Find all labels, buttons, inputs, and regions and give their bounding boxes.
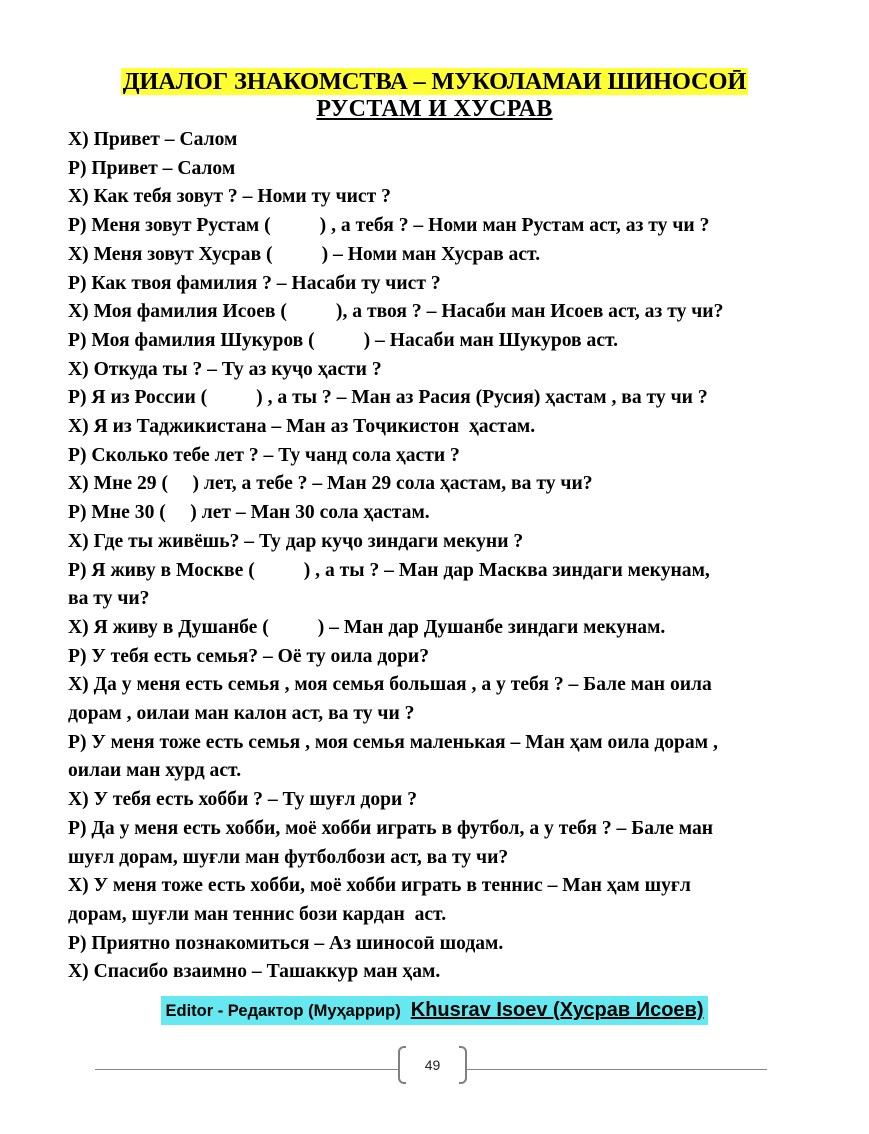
dialog-line: Х) Откуда ты ? – Ту аз куҷо ҳасти ? (68, 358, 382, 380)
dialog-line: Х) Я живу в Душанбе ( ) – Ман дар Душанбе зиндаги мекунам. (68, 616, 666, 638)
page-footer (95, 1046, 767, 1086)
editor-name: Khusrav Isoev (Хусрав Исоев) (410, 999, 704, 1021)
dialog-line: Р) Я из России ( ) , а ты ? – Ман аз Расия (Русия) ҳастам , ва ту чи ? (68, 387, 708, 409)
dialog-line: Х) Моя фамилия Исоев ( ), а твоя ? – Насаби ман Исоев аст, аз ту чи? (68, 301, 724, 323)
dialog-line: Х) Привет – Салом (68, 129, 238, 150)
dialog-line: Х) У меня тоже есть хобби, моё хобби играть в теннис – Ман ҳам шуғл (68, 875, 691, 897)
editor-credit (0, 996, 869, 1025)
dialog-line: Р) Приятно познакомиться – Аз шиносоӣ шодам. (68, 932, 504, 954)
dialog-line: Р) Как твоя фамилия ? – Насаби ту чист ? (68, 272, 441, 294)
dialog-line: Р) Да у меня есть хобби, моё хобби играть в футбол, а у тебя ? – Бале ман (68, 817, 714, 839)
page-number: 49 (424, 1057, 441, 1073)
page-title (0, 60, 869, 97)
dialog-line: Х) У тебя есть хобби ? – Ту шуғл дори ? (68, 789, 418, 811)
dialog-list (68, 126, 808, 987)
dialog-line: Р) Сколько тебе лет ? – Ту чанд сола ҳасти ? (68, 444, 460, 466)
dialog-line: оилаи ман хурд аст. (68, 760, 242, 782)
dialog-line: Х) Да у меня есть семья , моя семья большая , а у тебя ? – Бале ман оила (68, 674, 712, 696)
dialog-line: дорам , оилаи ман калон аст, ва ту чи ? (68, 703, 415, 725)
dialog-line: Р) Меня зовут Рустам ( ) , а тебя ? – Номи ман Рустам аст, аз ту чи ? (68, 215, 710, 237)
editor-label: Editor - Редактор (Муҳаррир) (165, 1002, 401, 1020)
dialog-line: Р) У тебя есть семья? – Оё ту оила дори? (68, 645, 430, 667)
dialog-line: Р) Моя фамилия Шукуров ( ) – Насаби ман Шукуров аст. (68, 329, 619, 351)
dialog-line: Х) Меня зовут Хусрав ( ) – Номи ман Хусрав аст. (68, 243, 541, 265)
dialog-line: ва ту чи? (68, 588, 150, 610)
dialog-line: Р) Мне 30 ( ) лет – Ман 30 сола ҳастам. (68, 502, 430, 524)
dialog-line: шуғл дорам, шуғли ман футболбози аст, ва ту чи? (68, 846, 509, 868)
footer-rule-right (467, 1069, 767, 1070)
dialog-line: Р) Привет – Салом (68, 157, 236, 179)
dialog-line: Х) Как тебя зовут ? – Номи ту чист ? (68, 186, 391, 208)
dialog-line: Х) Мне 29 ( ) лет, а тебе ? – Ман 29 сола ҳастам, ва ту чи? (68, 473, 593, 495)
page-title-text: ДИАЛОГ ЗНАКОМСТВА – МУКОЛАМАИ ШИНОСОӢ (122, 68, 747, 95)
dialog-line: дорам, шуғли ман теннис бози кардан аст. (68, 903, 447, 925)
dialog-line: Х) Спасибо взаимно – Ташаккур ман ҳам. (68, 961, 441, 983)
editor-credit-box (161, 996, 707, 1025)
footer-bracket-left (398, 1046, 406, 1084)
dialog-line: Х) Я из Таджикистана – Ман аз Тоҷикистон ҳастам. (68, 416, 536, 438)
dialog-line: Х) Где ты живёшь? – Ту дар куҷо зиндаги мекуни ? (68, 530, 524, 552)
footer-bracket-right (459, 1046, 467, 1084)
page-subtitle: РУСТАМ И ХУСРАВ (316, 96, 553, 122)
footer-rule-left (95, 1069, 398, 1070)
dialog-line: Р) Я живу в Москве ( ) , а ты ? – Ман дар Масква зиндаги мекунам, (68, 559, 710, 581)
dialog-line: Р) У меня тоже есть семья , моя семья маленькая – Ман ҳам оила дорам , (68, 731, 718, 753)
